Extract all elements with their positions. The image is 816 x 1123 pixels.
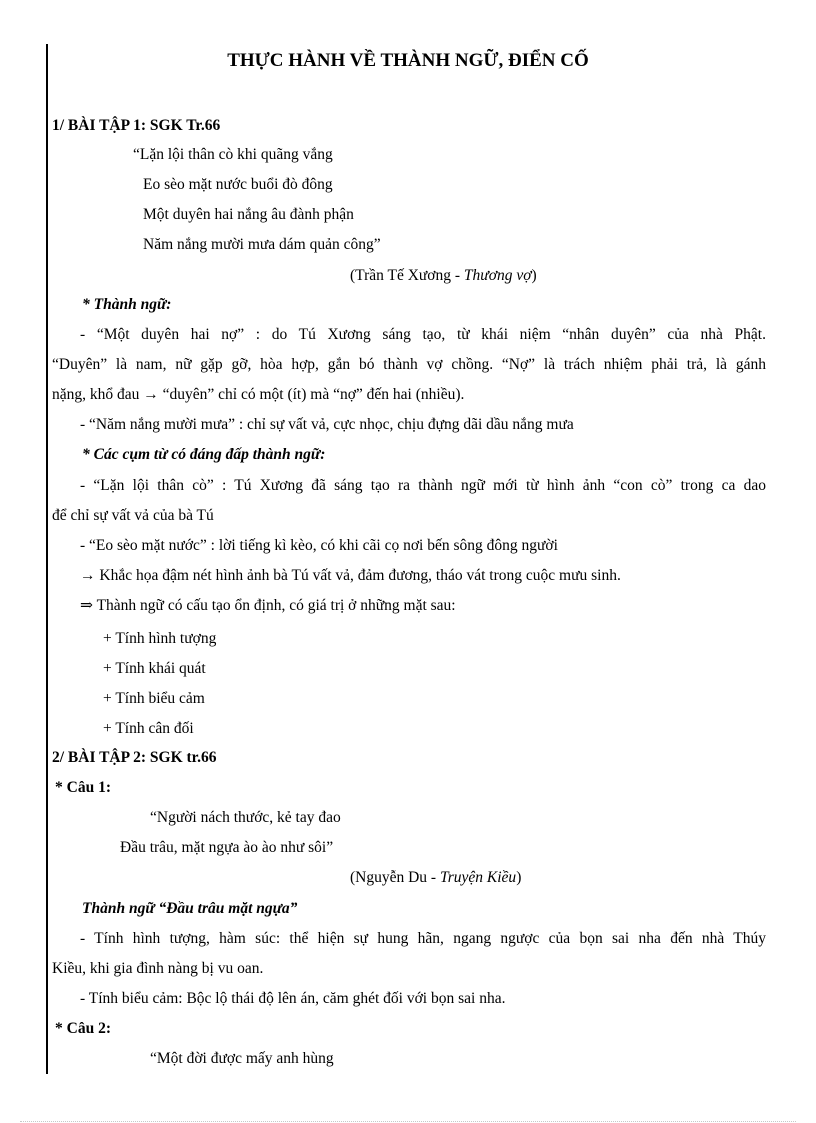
idiom2-text: - “Năm nắng mười mưa” : chỉ sự vất vả, cực nhọc, chịu đựng dãi dầu nắng mưa bbox=[80, 416, 574, 433]
phrase-heading: * Các cụm từ có đáng đấp thành ngữ: bbox=[82, 446, 326, 463]
idiom1-text: nặng, khổ đau → “duyên” chỉ có một (ít) mà “nợ” đến hai (nhiều). bbox=[52, 386, 465, 403]
left-margin-rule bbox=[46, 44, 48, 1074]
conclusion-text: → Khắc họa đậm nét hình ảnh bà Tú vất vả, đảm đương, tháo vát trong cuộc mưu sinh. bbox=[80, 567, 621, 584]
phrase1-text: - “Lặn lội thân cò” : Tú Xương đã sáng tạo ra thành ngữ mới từ hình ảnh “con cò” trong ca dao bbox=[80, 477, 766, 494]
idiom1-text: - “Một duyên hai nợ” : do Tú Xương sáng tạo, từ khái niệm “nhân duyên” của nhà Phật. bbox=[80, 326, 766, 343]
source-suffix: ) bbox=[531, 267, 537, 284]
q1-point-text: - Tính hình tượng, hàm súc: thể hiện sự hung hãn, ngang ngược của bọn sai nha đến nhà Thúy bbox=[80, 930, 766, 947]
page-bottom-border bbox=[20, 1121, 796, 1122]
exercise2-heading: 2/ BÀI TẬP 2: SGK tr.66 bbox=[52, 749, 217, 766]
exercise1-heading: 1/ BÀI TẬP 1: SGK Tr.66 bbox=[52, 117, 221, 134]
poem-line: “Một đời được mấy anh hùng bbox=[150, 1050, 334, 1067]
value-item: + Tính hình tượng bbox=[103, 630, 217, 647]
document-title: THỰC HÀNH VỀ THÀNH NGỮ, ĐIỂN CỐ bbox=[227, 50, 589, 71]
source-prefix: (Trần Tế Xương - bbox=[350, 267, 464, 284]
question-label: * Câu 2: bbox=[55, 1020, 111, 1037]
q1-point-text: Kiều, khi gia đình nàng bị vu oan. bbox=[52, 960, 264, 977]
source-work: Truyện Kiều bbox=[439, 869, 517, 886]
conclusion-text: ⇒ Thành ngữ có cấu tạo ổn định, có giá trị ở những mặt sau: bbox=[80, 597, 456, 614]
poem-line: “Lặn lội thân cò khi quãng vắng bbox=[133, 146, 333, 163]
poem-line: Một duyên hai nắng âu đành phận bbox=[143, 206, 354, 223]
question-label: * Câu 1: bbox=[55, 779, 111, 796]
poem-line: “Người nách thước, kẻ tay đao bbox=[150, 809, 341, 826]
poem-line: Đầu trâu, mặt ngựa ào ào như sôi” bbox=[120, 839, 334, 856]
source-suffix: ) bbox=[516, 869, 522, 886]
poem-source bbox=[350, 868, 816, 888]
value-item: + Tính cân đối bbox=[103, 720, 194, 737]
poem-source bbox=[350, 266, 816, 286]
poem-line: Năm nắng mười mưa dám quản công” bbox=[143, 236, 381, 253]
idiom-heading: Thành ngữ “Đầu trâu mặt ngựa” bbox=[82, 900, 298, 917]
value-item: + Tính biểu cảm bbox=[103, 690, 205, 707]
source-work: Thương vợ bbox=[463, 267, 532, 284]
source-prefix: (Nguyễn Du - bbox=[350, 869, 440, 886]
q1-point-text: - Tính biểu cảm: Bộc lộ thái độ lên án, căm ghét đối với bọn sai nha. bbox=[80, 990, 506, 1007]
value-item: + Tính khái quát bbox=[103, 660, 206, 677]
poem-line: Eo sèo mặt nước buổi đò đông bbox=[143, 176, 333, 193]
idiom-heading: * Thành ngữ: bbox=[82, 296, 172, 313]
phrase2-text: - “Eo sèo mặt nước” : lời tiếng kì kèo, có khi cãi cọ nơi bến sông đông người bbox=[80, 537, 558, 554]
idiom1-text: “Duyên” là nam, nữ gặp gỡ, hòa hợp, gắn bó thành vợ chồng. “Nợ” là trách nhiệm phải trả, là gánh bbox=[52, 356, 766, 373]
phrase1-text: để chỉ sự vất vả của bà Tú bbox=[52, 507, 214, 524]
